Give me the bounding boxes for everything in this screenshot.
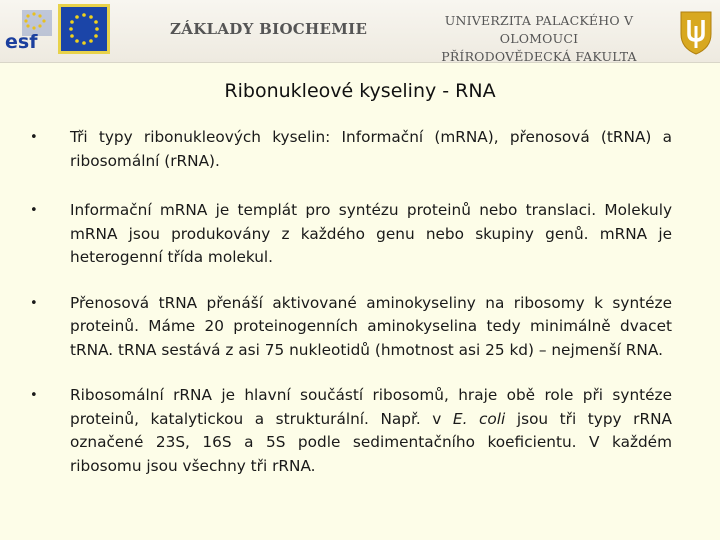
esf-logo-text: esf (5, 31, 38, 52)
bullet-list (28, 126, 672, 500)
esf-logo-icon (4, 6, 54, 52)
university-line-1: UNIVERZITA PALACKÉHO V OLOMOUCI (444, 13, 634, 46)
bullet-text-4a: Ribosomální rRNA je hlavní součástí ribosomů, hraje obě role při syntéze proteinů, katalytickou a strukturální. Např. v (70, 386, 672, 428)
eu-flag-icon (58, 4, 110, 54)
bullet-item-4 (28, 384, 672, 478)
bullet-marker: • (30, 388, 38, 403)
bullet-marker: • (30, 295, 38, 311)
species-name: E. coli (452, 409, 506, 428)
bullet-item-2 (28, 199, 672, 270)
bullet-text-1: Tři typy ribonukleových kyselin: Informační (mRNA), přenosová (tRNA) a ribosomální (rRNA). (70, 128, 672, 170)
bullet-marker: • (30, 130, 38, 145)
bullet-text-3: Přenosová tRNA přenáší aktivované aminokyseliny na ribosomy k syntéze proteinů. Máme 20 proteinogenních aminokyselina tedy minimálně dvacet tRNA. tRNA sestává z asi 75 nukleotidů (hmotnost asi 25 kd) – nejmenší RNA. (70, 293, 672, 359)
slide-title: Ribonukleové kyseliny - RNA (224, 80, 496, 102)
bullet-item-1 (28, 126, 672, 173)
university-name (408, 12, 670, 66)
bullet-marker: • (30, 203, 38, 218)
bullet-item-3 (28, 292, 672, 363)
header-banner (0, 0, 720, 63)
university-line-2: PŘÍRODOVĚDECKÁ FAKULTA (441, 49, 637, 64)
bullet-text-4b: jsou tři typy rRNA označené 23S, 16S a 5S podle sedimentačního koeficientu. V každém ribosomu jsou všechny tři rRNA. (70, 409, 672, 475)
course-title: ZÁKLADY BIOCHEMIE (170, 20, 368, 38)
bullet-text-2: Informační mRNA je templát pro syntézu proteinů nebo translaci. Molekuly mRNA jsou produkovány z každého genu nebo skupiny genů. mRNA je heterogenní třída molekul. (70, 201, 672, 266)
upol-logo-icon (677, 8, 715, 56)
